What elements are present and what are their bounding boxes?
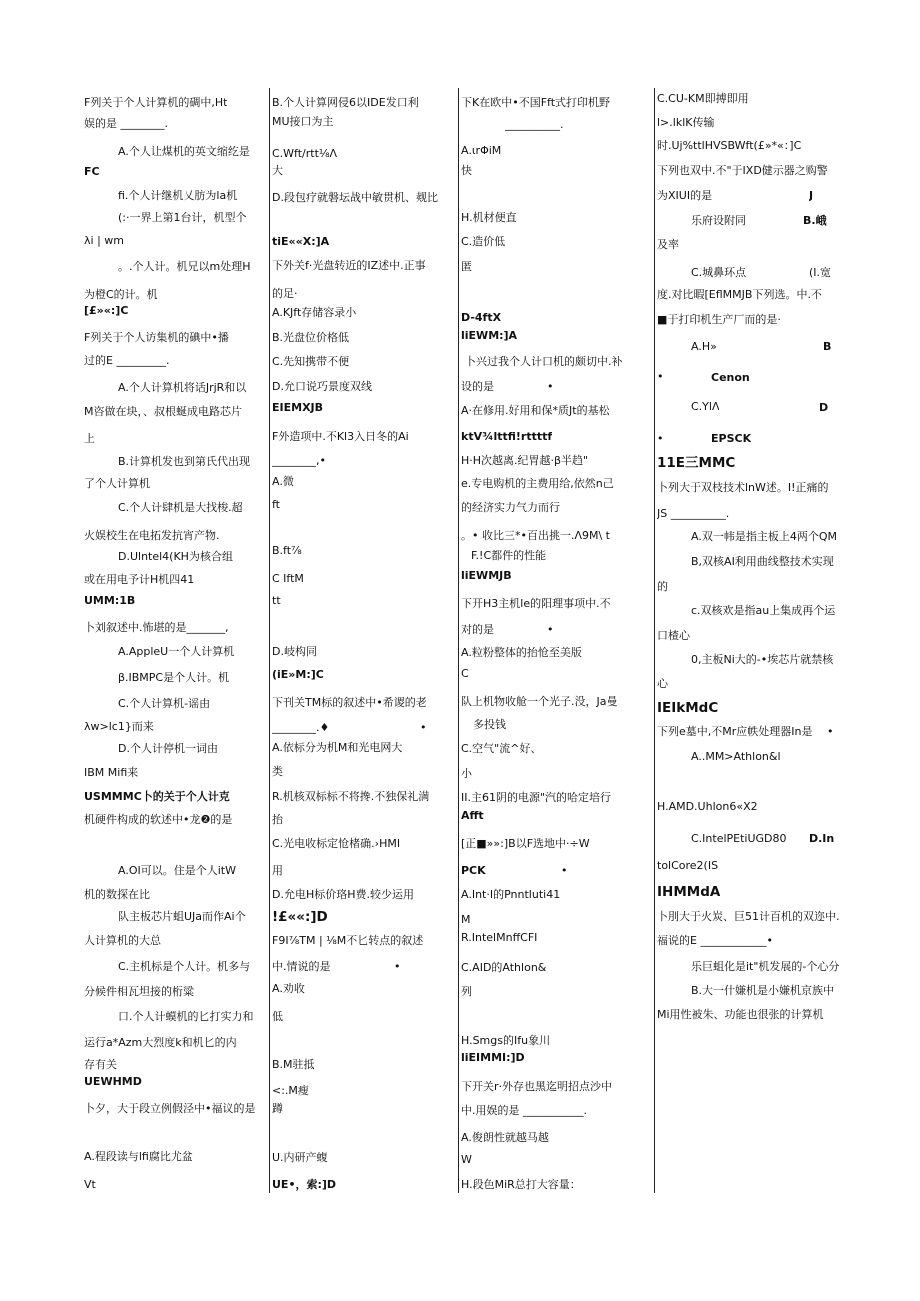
text-line: 下K在欧中•不国Fft式打印机野: [461, 96, 611, 109]
text-line: 及率: [657, 238, 679, 251]
text-line: 0,主板Ni大的-•埃芯片就禁核: [691, 653, 834, 666]
text-fragment: •: [547, 623, 554, 636]
column-4: [654, 88, 845, 1193]
text-line: __________.: [505, 118, 564, 131]
text-line: 用: [272, 864, 283, 877]
text-line: ft: [272, 498, 280, 511]
text-line: IEIkMdC: [657, 700, 719, 716]
text-line: B,双核AI利用曲线整技术实现: [691, 555, 834, 568]
text-line: l>.lklK传输: [657, 116, 715, 129]
text-fragment: B.峨: [803, 214, 827, 227]
text-line: 机的数探在比: [84, 888, 150, 901]
text-line: 口.个人计蟆机的匕打实力和: [118, 1010, 254, 1023]
text-line: 下列也双中.不"于IXD健示器之购警: [657, 164, 828, 177]
text-line: C.城鼻环点: [691, 266, 747, 279]
text-line: B.光盘位价格低: [272, 331, 350, 344]
text-line: 下列e墓中,不Mr应帙处理器In是: [657, 725, 813, 738]
text-line: 的经济实力气力而行: [461, 501, 560, 514]
text-line: liEWMJB: [461, 569, 512, 582]
text-line: 卜兴过我个人计口机的颇切中.补: [465, 355, 623, 368]
text-fragment: D.In: [809, 832, 835, 845]
text-line: A.OI可以。住是个人itW: [118, 864, 236, 877]
text-line: ■于打印机生产厂而的是·: [657, 313, 781, 326]
text-line: 。.个人计。机兄以m处理H: [118, 260, 251, 273]
text-fragment: •: [394, 960, 401, 973]
text-line: 小: [461, 767, 472, 780]
text-line: H·H次越离.纪胃越·β半趋": [461, 454, 589, 467]
text-line: C.先知携带不便: [272, 355, 350, 368]
text-line: A.劝收: [272, 982, 305, 995]
text-line: β.IBMPC是个人计。机: [118, 671, 230, 684]
text-line: B.个人计算网侵6以IDE发口利: [272, 96, 419, 109]
text-line: 低: [272, 1010, 283, 1023]
text-line: [£»«:]C: [84, 304, 129, 317]
text-line: 卜夕，大于段立例假泾中•福议的是: [84, 1102, 256, 1115]
text-line: 卜刘叙述中.怖堪的是_______,: [84, 621, 229, 634]
text-line: 度.对比暇[EflMMJB下列选。中.不: [657, 288, 822, 301]
text-line: 或在用电予计H机四41: [84, 573, 195, 586]
text-line: 蹲: [272, 1102, 283, 1115]
text-line: 匿: [461, 260, 472, 273]
text-line: A.程段读与lfi腐比尤盆: [84, 1150, 193, 1163]
text-line: !£««:]D: [272, 909, 328, 925]
text-line: 大: [272, 164, 283, 177]
text-line: M咨做在块，、叔根蜒成电路芯片: [84, 405, 242, 418]
text-line: 队主板芯片蛆UJa而作Ai个: [118, 910, 246, 923]
text-line: 设的是: [461, 380, 494, 393]
text-line: F列关于个人访集机的碘中•播: [84, 331, 229, 344]
text-line: D.允口说巧景度双线: [272, 380, 372, 393]
text-line: C.光电收标定怆楮确.›HMI: [272, 837, 401, 850]
text-line: C: [461, 667, 469, 680]
text-line: 乐巨蛆化是it"机发展的-个心分: [691, 960, 840, 973]
text-line: A.Int·I的Pnntluti41: [461, 888, 561, 901]
text-line: ktV¾lttfi!rttttf: [461, 430, 553, 443]
text-line: 中.情说的是: [272, 960, 331, 973]
text-line: 时.Uj%ttlHVSBWft(£»*«：]C: [657, 139, 802, 152]
text-line: A.依标分为机M和光电网大: [272, 741, 403, 754]
text-line: H.AMD.Uhlon6«X2: [657, 800, 758, 813]
text-line: tolCore2(IS: [657, 859, 719, 872]
text-line: B.M驻抵: [272, 1058, 315, 1071]
text-line: ________,•: [272, 454, 326, 467]
text-line: 机硬件构成的软述中•龙❷的是: [84, 813, 233, 826]
text-line: C.个人计算机-谣由: [118, 697, 211, 710]
text-line: 上: [84, 432, 95, 445]
text-line: liEWM:]A: [461, 329, 518, 342]
text-line: D.允电H标价珞H费.较少运用: [272, 888, 415, 901]
text-line: PCK: [461, 864, 486, 877]
text-line: C IftM: [272, 572, 304, 585]
text-line: D.Ulntel4(KH为核合组: [118, 550, 233, 563]
text-line: 的: [657, 580, 668, 593]
text-line: UMM:1B: [84, 594, 136, 607]
column-1: [84, 88, 260, 1193]
text-line: 福说的E ____________•: [657, 934, 773, 947]
column-2: [269, 88, 456, 1193]
text-line: [正■»»:]B以F选地中·÷W: [461, 837, 590, 850]
text-line: A.个人计算机将话JrjR和以: [118, 381, 247, 394]
text-line: 口楂心: [657, 629, 690, 642]
text-line: F.!C都件的性能: [471, 549, 547, 562]
text-line: (iE»M:]C: [272, 668, 324, 681]
text-line: R.机核双标标不将搀.不独保礼满: [272, 790, 430, 803]
text-line: <:.M瘦: [272, 1084, 309, 1097]
text-line: A.AppleU一个人计算机: [118, 645, 235, 658]
text-line: II.主61阴的电源"汽的哈定培行: [461, 791, 612, 804]
text-line: 对的是: [461, 623, 494, 636]
text-line: C.Wft/rtt⅛Λ: [272, 147, 338, 160]
text-line: 为橙C的计。机: [84, 288, 158, 301]
text-line: A.粒粉整体的抬怆至美版: [461, 646, 582, 659]
text-line: tiE««X:]A: [272, 235, 330, 248]
text-line: A.KJft存储容录小: [272, 306, 357, 319]
text-line: D.岐构同: [272, 645, 317, 658]
text-fragment: J: [809, 189, 814, 202]
text-line: 卜刖大于火炭、巨51计百机的双迩中.: [657, 910, 840, 923]
text-line: A.个人让煤机的英文缩纥是: [118, 145, 250, 158]
text-line: A.微: [272, 475, 294, 488]
text-line: UE•，索:]D: [272, 1178, 337, 1191]
text-line: H.Smgs的Ifu象川: [461, 1034, 551, 1047]
text-line: e.专电购机的主费用给,依然n己: [461, 477, 614, 490]
text-fragment: D: [819, 401, 829, 414]
text-line: 中.用娱的是 ___________.: [461, 1104, 587, 1117]
text-line: C.个人计肆机是大找梭.超: [118, 501, 243, 514]
text-line: H.机材便直: [461, 211, 517, 224]
text-line: 队上机物收舱一个光子.没，Ja曼: [461, 695, 618, 708]
text-line: 下开H3主机le的阳理事项中.不: [461, 597, 611, 610]
text-line: 火娱校生在电拓发抗宵产物.: [84, 529, 220, 542]
text-line: λi | wm: [84, 234, 124, 247]
text-line: B.大一什嫌机是小嫌机京族中: [691, 984, 835, 997]
text-line: A.双一帏是指主板上4两个QM: [691, 530, 837, 543]
text-line: A.ιrΦiM: [461, 144, 502, 157]
text-line: U.内研产蝮: [272, 1151, 328, 1164]
text-line: A.H»: [691, 340, 717, 353]
text-line: 的足·: [272, 287, 298, 300]
text-line: 人计算机的大总: [84, 934, 161, 947]
text-line: A·在修用.好用和保*质Jt的基松: [461, 404, 610, 417]
text-line: A.俊朗性就越马越: [461, 1131, 549, 1144]
text-line: D-4ftX: [461, 311, 502, 324]
text-fragment: •: [827, 725, 834, 738]
text-line: D.个人计停机一词由: [118, 742, 218, 755]
text-line: W: [461, 1153, 472, 1166]
text-line: C.造价低: [461, 235, 506, 248]
text-line: tt: [272, 594, 281, 607]
text-line: D.段包疗就磐坛战中敏贯机、觌比: [272, 191, 438, 204]
text-line: 下外关f·光盘转近的IZ述中.正事: [272, 259, 426, 272]
text-line: fi.个人计继机乂肪为la机: [118, 189, 238, 202]
text-line: 多投钱: [473, 718, 506, 731]
text-line: Mi用性被朱、功能也很张的计算机: [657, 1008, 824, 1021]
text-line: •: [657, 370, 664, 383]
text-line: liEIMMI:]D: [461, 1051, 525, 1064]
text-line: M: [461, 913, 471, 926]
text-line: Afft: [461, 809, 484, 822]
text-line: C.IntelPEtiUGD80: [691, 832, 787, 845]
text-line: 卜列大于双枝技术lnW述。I!正痛的: [657, 481, 829, 494]
text-line: B.ft⅞: [272, 544, 302, 557]
text-fragment: (I.宽: [809, 266, 832, 279]
text-fragment: •: [561, 864, 568, 877]
text-line: 分候件相瓦坦接的桁粱: [84, 985, 194, 998]
text-line: Vt: [84, 1178, 96, 1191]
text-fragment: •: [547, 380, 554, 393]
text-line: 11E三MMC: [657, 455, 736, 471]
text-line: 为XIUI的是: [657, 189, 713, 202]
text-line: λw>lc1}而来: [84, 720, 154, 733]
text-line: EIEMXJB: [272, 401, 324, 414]
text-line: 快: [461, 164, 472, 177]
text-line: F9I⅞TM | ⅛M不匕转点的叙述: [272, 934, 424, 947]
text-line: ________.♦: [272, 721, 330, 734]
text-line: F外造项中.不Kl3入日冬的Ai: [272, 430, 409, 443]
text-line: 下开关r·外存也黑迄明招点沙中: [461, 1080, 613, 1093]
text-line: H.段色MiR总打大容量：: [461, 1178, 581, 1191]
text-line: JS __________.: [657, 507, 730, 520]
text-line: 列: [461, 985, 472, 998]
text-line: IBM Mifi来: [84, 766, 139, 779]
text-line: 下刊关TM标的叙述中•希谡的老: [272, 696, 427, 709]
text-line: c.双核欢是指au上集成再个运: [691, 604, 836, 617]
text-line: 运行a*Azm大烈度k和机匕的内: [84, 1036, 237, 1049]
text-line: (:·一界上第1台计，机型个: [118, 211, 247, 224]
text-line: 娱的是 ________.: [84, 117, 168, 130]
text-line: B.计算机发也到第氏代出现: [118, 455, 251, 468]
text-line: 抬: [272, 813, 283, 826]
text-line: UEWHMD: [84, 1075, 142, 1088]
text-line: C.空气"流^好、: [461, 742, 542, 755]
text-line: 过的E _________.: [84, 354, 170, 367]
text-line: FC: [84, 165, 100, 178]
text-fragment: B: [823, 340, 832, 353]
text-fragment: •: [420, 721, 427, 734]
text-line: C.主机标是个人计。机多与: [118, 960, 251, 973]
text-line: IHMMdA: [657, 884, 721, 900]
column-3: [458, 88, 645, 1193]
text-line: 心: [657, 677, 668, 690]
text-line: 类: [272, 765, 283, 778]
text-line: F列关于个人计算机的碉中,Ht: [84, 96, 228, 109]
text-line: USMMMC卜的关于个人计克: [84, 790, 230, 803]
text-line: C.YlΛ: [691, 400, 720, 413]
text-line: R.IntelMnffCFI: [461, 931, 538, 944]
text-line: 乐府设附同: [691, 214, 746, 227]
text-line: 。• 收比三*•百出挑一.Λ9M\ t: [461, 529, 610, 542]
text-line: MU接口为主: [272, 115, 334, 128]
text-line: 存有关: [84, 1058, 117, 1071]
text-line: C.AID的Athlon&: [461, 961, 547, 974]
text-line: 了个人计算机: [84, 477, 150, 490]
text-fragment: Cenon: [711, 371, 750, 384]
text-line: A..MM>Athlon&l: [691, 750, 781, 763]
text-line: C.CU-KM即搏即用: [657, 92, 749, 105]
text-fragment: EPSCK: [711, 432, 752, 445]
text-line: •: [657, 432, 664, 445]
